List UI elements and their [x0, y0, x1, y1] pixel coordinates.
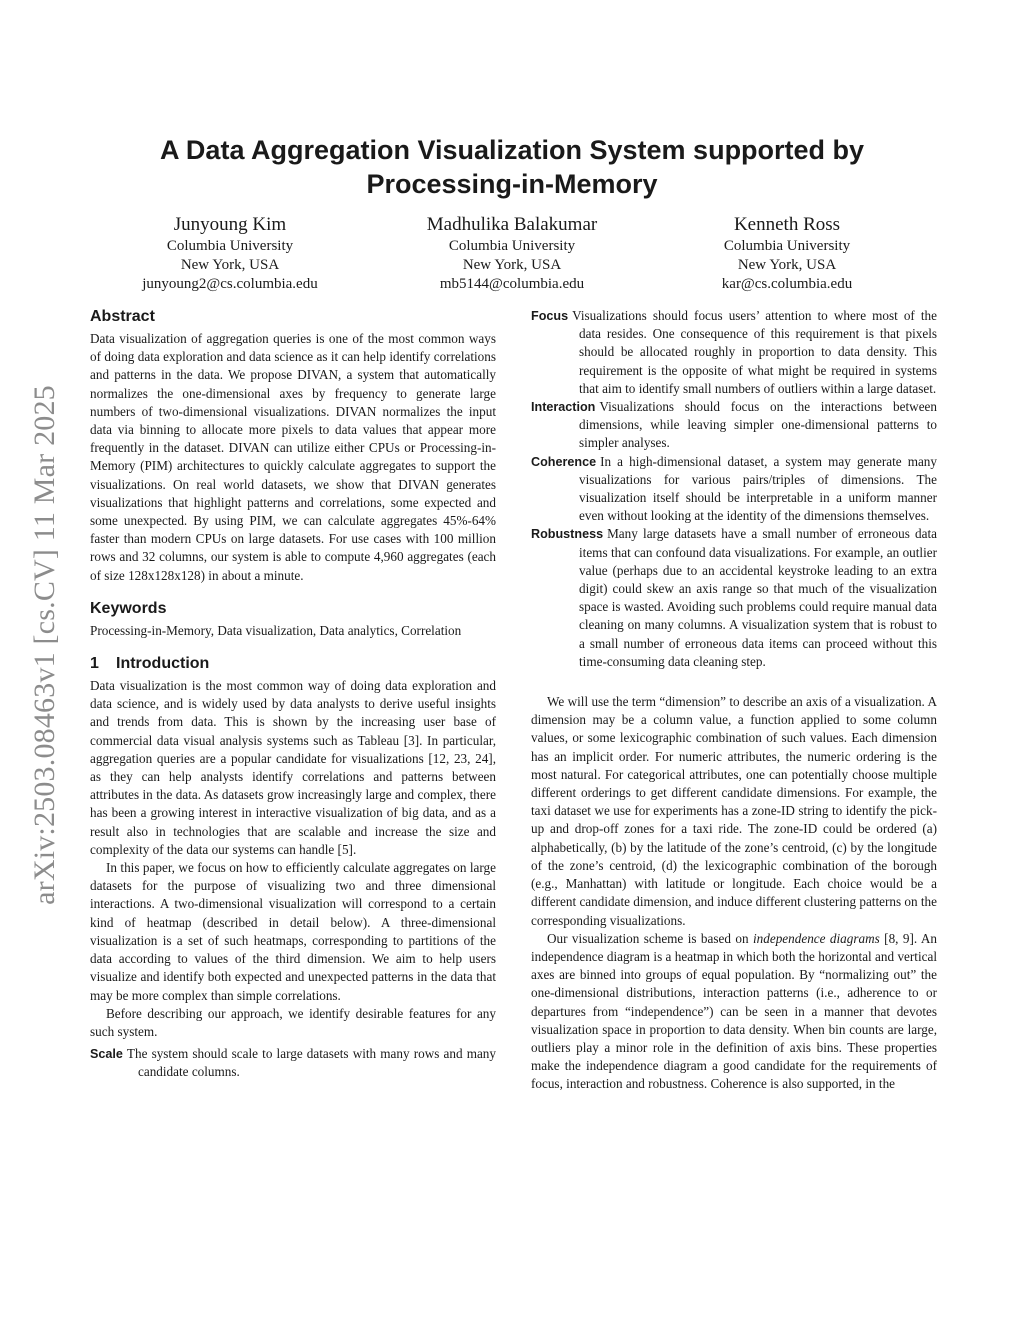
feature-text: Many large datasets have a small number of erroneous data items that can confound data visualizations. For example, an outlier value (perhaps due to an accidental keystroke leading to an extra digit) could skew an axis range so that much of the visualization space is wasted. Avoiding such problems could require manual data cleaning on many columns. A visualization system that is robust to a small number of erroneous data items can proceed without this time-consuming data cleaning step.: [579, 526, 937, 669]
paragraph-text-start: Our visualization scheme is based on: [547, 930, 753, 946]
author-affiliation: Columbia University: [448, 238, 576, 254]
author-location: New York, USA: [462, 257, 562, 273]
author-name: Kenneth Ross: [733, 214, 841, 235]
author-1: [90, 213, 370, 294]
section-heading-introduction: [90, 654, 496, 674]
independence-diagram-paragraph: [531, 930, 937, 1094]
arxiv-sidebar-stamp: [23, 350, 67, 940]
author-email: mb5144@columbia.edu: [439, 276, 585, 292]
feature-term: Interaction: [531, 400, 596, 415]
paragraph-text-end: [8, 9]. An independence diagram is a heatmap in which both the horizontal and vertical axes are binned into groups of equal population. By “normalizing out” the one-dimensional distributions, interaction patterns (i.e., adherence to or departures from “independence”) can be seen in a manner that devotes visualization space in proportion to data density. When bin counts are large, outliers play a minor role in the definition of axis bins. These properties make the independence diagram a good candidate for the requirements of focus, interaction and robustness. Coherence is also supported, in the: [531, 930, 937, 1092]
author-location: New York, USA: [737, 257, 837, 273]
feature-term: Coherence: [531, 454, 597, 469]
abstract-text: Data visualization of aggregation queries is one of the most common ways of doing data exploration and data science as it can help identify correlations and patterns in the data. We propose DIVAN, a system that automatically normalizes the one-dimensional axes by frequency to generate large numbers of two-dimensional visualizations. DIVAN normalizes the input data via binning to allocate more pixels to data values that appear more frequently in the dataset. DIVAN can utilize either CPUs or Processing-in-Memory (PIM) architectures to quickly calculate aggregates to support the visualizations. On real world datasets, we show that DIVAN generates visualizations that highlight patterns and correlations, some expected and some unexpected. By using PIM, we can calculate aggregates 45%-64% faster than modern CPUs on large datasets. For use cases with 100 million rows and 32 columns, our system is able to compute 4,960 aggregates (each of size 128x128x128) in about a minute.: [90, 331, 496, 583]
author-name: Madhulika Balakumar: [426, 214, 598, 235]
feature-text: Visualizations should focus users’ attention to where most of the data resides. One consequence of this requirement is that pixels should be allocated roughly in proportion to data density. This requirement is the opposite of what might be required in systems that aim to identify small numbers of outliers within a large dataset.: [572, 308, 937, 396]
paper-title: [90, 133, 934, 201]
intro-paragraph-2: In this paper, we focus on how to efficiently calculate aggregates on large datasets for the purpose of visualizing two and three dimensional interactions. A two-dimensional visualization will correspond to a certain kind of heatmap (described in detail below). A three-dimensional visualization is a set of such heatmaps, corresponding to partitions of the data according to values of the third dimension. We aim to help users visualize and identify both expected and unexpected patterns in the data that may be more complex than simple correlations.: [90, 860, 496, 1003]
author-block: [90, 213, 934, 293]
emphasis-term: independence diagrams: [753, 930, 880, 946]
author-email: kar@cs.columbia.edu: [721, 276, 853, 292]
section-title: Introduction: [116, 655, 210, 673]
feature-text: In a high-dimensional dataset, a system may generate many visualizations for various pairs/triples of dimensions. The visualization itself should be interpretable in a uniform manner even without looking at the identity of the dimensions themselves.: [579, 453, 937, 524]
author-2: [372, 213, 652, 294]
title-line-1: A Data Aggregation Visualization System supported by: [159, 135, 865, 165]
feature-item-interaction: [531, 398, 937, 453]
keywords-text: Processing-in-Memory, Data visualization, Data analytics, Correlation: [90, 622, 462, 638]
feature-term: Scale: [90, 1047, 123, 1062]
author-email: junyoung2@cs.columbia.edu: [142, 276, 318, 292]
feature-item-robustness: [531, 525, 937, 671]
author-affiliation: Columbia University: [723, 238, 851, 254]
left-column: [90, 307, 496, 1082]
feature-term: Robustness: [531, 527, 604, 542]
author-name: Junyoung Kim: [173, 214, 287, 235]
feature-text: Visualizations should focus on the interactions between dimensions, while leaving simpler one-dimensional patterns to simpler analyses.: [579, 399, 937, 451]
author-3: [647, 213, 927, 294]
feature-text: The system should scale to large datasets with many rows and many candidate columns.: [126, 1046, 496, 1080]
author-location: New York, USA: [180, 257, 280, 273]
arxiv-id: arXiv:2503.08463v1 [cs.CV] 11 Mar 2025: [28, 385, 62, 905]
author-affiliation: Columbia University: [166, 238, 294, 254]
feature-item-focus: [531, 307, 937, 398]
keywords-heading: Keywords: [90, 599, 167, 617]
abstract-heading: Abstract: [90, 308, 155, 325]
title-line-2: Processing-in-Memory: [366, 169, 658, 199]
dimension-paragraph: We will use the term “dimension” to describe an axis of a visualization. A dimension may be a column value, a function applied to some column values, or some lexicographic combination of such values. Each dimension has an implicit order. For numeric attributes, the numeric ordering is the most natural. For categorical attributes, one can potentially choose multiple different orderings to get different candidate dimensions. For example, the taxi dataset we use for experiments has a zone-ID string to identify the pick-up and drop-off zones for a taxi ride. The zone-ID could be ordered (a) alphabetically, (b) by the latitude of the zone’s centroid, (c) by the longitude of the zone’s centroid, (d) the lexicographic combination of the borough (e.g., Manhattan) with latitude or longitude. Each choice would be a different candidate dimension, and induce different clustering patterns on the corresponding visualizations.: [531, 694, 937, 928]
intro-paragraph-1: Data visualization is the most common way of doing data exploration and data science, and is widely used by data analysts to derive useful insights and trends from data. This is shown by the increasing user base of commercial data visual analysis systems such as Tableau [3]. In particular, aggregation queries are a popular candidate for visualizations [12, 23, 24], as they can help analysts identify correlations and patterns between attributes in the data. As datasets grow increasingly large and complex, there has been a growing interest in interactive visualization of big data, and as a result also in technologies that are scalable and increase the size and complexity of the data our systems can handle [5].: [90, 678, 496, 857]
feature-item-coherence: [531, 453, 937, 526]
feature-term: Focus: [531, 309, 569, 323]
right-column: [531, 307, 937, 1094]
feature-item-scale: [90, 1045, 496, 1081]
intro-paragraph-3: Before describing our approach, we identify desirable features for any such system.: [90, 1005, 496, 1039]
section-number: 1: [90, 655, 99, 673]
